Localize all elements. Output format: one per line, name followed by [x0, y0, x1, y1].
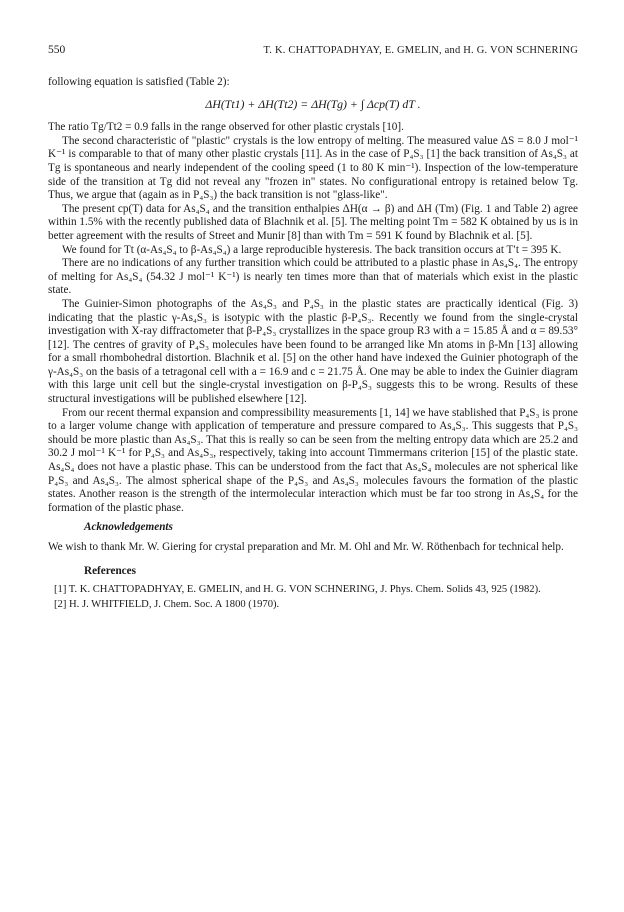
running-head: T. K. CHATTOPADHYAY, E. GMELIN, and H. G. VON SCHNERING [263, 45, 578, 56]
paragraph-ratio: The ratio Tg/Tt2 = 0.9 falls in the range observed for other plastic crystals [10]. [48, 121, 404, 134]
paragraph-cp-data: The present cp(T) data for As₄S₄ and the transition enthalpies ΔH(α → β) and ΔH (Tm) (Fig. 1 and Table 2) agree within 1.5% with the recently published data of Blachnik et al. [5]. The melting point Tm = 582 K obtained by us is in better agreement with the results of Street and Munir [8] than with Tm = 591 K found by Blachnik et al. [5]. [48, 202, 578, 242]
page-header [48, 44, 578, 62]
acknowledgements-heading: Acknowledgements [84, 521, 173, 534]
paragraph-intro: following equation is satisfied (Table 2): [48, 76, 230, 88]
paragraph-guinier: The Guinier-Simon photographs of the As₄S₃ and P₄S₃ in the plastic states are practically identical (Fig. 3) indicating that the plastic γ-As₄S₃ is isotypic with the plastic β-P₄S₃. Recently we found from the single-crystal investigation with X-ray diffractometer that β-P₄S₃ crystallizes in the space group R3 with a = 15.85 Å and α = 89.53° [12]. The centres of gravity of P₄S₃ molecules have been found to be arranged like Mn atoms in β-Mn [13] allowing for a small rhombohedral distortion. Blachnik et al. [5] on the other hand have indexed the Guinier photograph of the γ-As₄S₃ on the basis of a tetragonal cell with a = 16.9 and c = 21.75 Å. One may be able to index the Guinier diagram with this large unit cell but the single-crystal investigation on β-P₄S₃ suggests this to be wrong. Results of these structural investigations will be published elsewhere [12]. [48, 297, 578, 406]
page-number: 550 [48, 44, 66, 56]
paragraph-plastic-phase: There are no indications of any further transition which could be attributed to a plastic phase in As₄S₄. The entropy of melting for As₄S₄ (54.32 J mol⁻¹ K⁻¹) is nearly ten times more than that of materials which exist in the plastic state. [48, 257, 578, 297]
document-page [48, 44, 578, 614]
equation: ΔH(Tt1) + ΔH(Tt2) = ΔH(Tg) + ∫ Δcp(T) dT . [205, 96, 421, 111]
reference-item: [1] T. K. CHATTOPADHYAY, E. GMELIN, and H. G. VON SCHNERING, J. Phys. Chem. Solids 43, 925 (1982). [54, 584, 541, 596]
paragraph-thermal-expansion: From our recent thermal expansion and compressibility measurements [1, 14] we have stablished that P₄S₃ is prone to a larger volume change with application of temperature and pressure compared to As₄S₃. This suggests that P₄S₃ should be more plastic than As₄S₃. That this is really so can be seen from the melting entropy data which are 25.2 and 30.2 J mol⁻¹ K⁻¹ for P₄S₃ and As₄S₃, respectively, taking into account Timmermans criterion [15] of the plastic state. As₄S₄ does not have a plastic phase. This can be understood from the fact that As₄S₄ molecules are not spherical like P₄S₃ and As₄S₃. The almost spherical shape of the P₄S₃ and As₄S₃ molecules favours the formation of the plastic states. Another reason is the strength of the intermolecular interaction which must be far too strong in As₄S₄ for the formation of the plastic phase. [48, 406, 578, 514]
paragraph-hysteresis: We found for Tt (α-As₄S₄ to β-As₄S₄) a large reproducible hysteresis. The back transition occurs at T′t = 395 K. [62, 243, 562, 256]
paragraph-entropy: The second characteristic of "plastic" crystals is the low entropy of melting. The measured value ΔS = 8.0 J mol⁻¹ K⁻¹ is comparable to that of many other plastic crystals [11]. As in the case of P₄S₃ [1] the back transition of As₄S₃ at Tg is spontaneous and nearly independent of the cooling speed (1 to 80 K min⁻¹). Inspection of the low-temperature side of the transition at Tg did not reveal any "frozen in" states. No configurational entropy is retained below Tg. Thus, we argue that (again as in P₄S₃) the back transition is not "glass-like". [48, 134, 578, 202]
reference-item: [2] H. J. WHITFIELD, J. Chem. Soc. A 1800 (1970). [54, 598, 280, 610]
references-heading: References [84, 564, 136, 577]
acknowledgements-text: We wish to thank Mr. W. Giering for crystal preparation and Mr. M. Ohl and Mr. W. Röthenbach for technical help. [48, 541, 564, 553]
